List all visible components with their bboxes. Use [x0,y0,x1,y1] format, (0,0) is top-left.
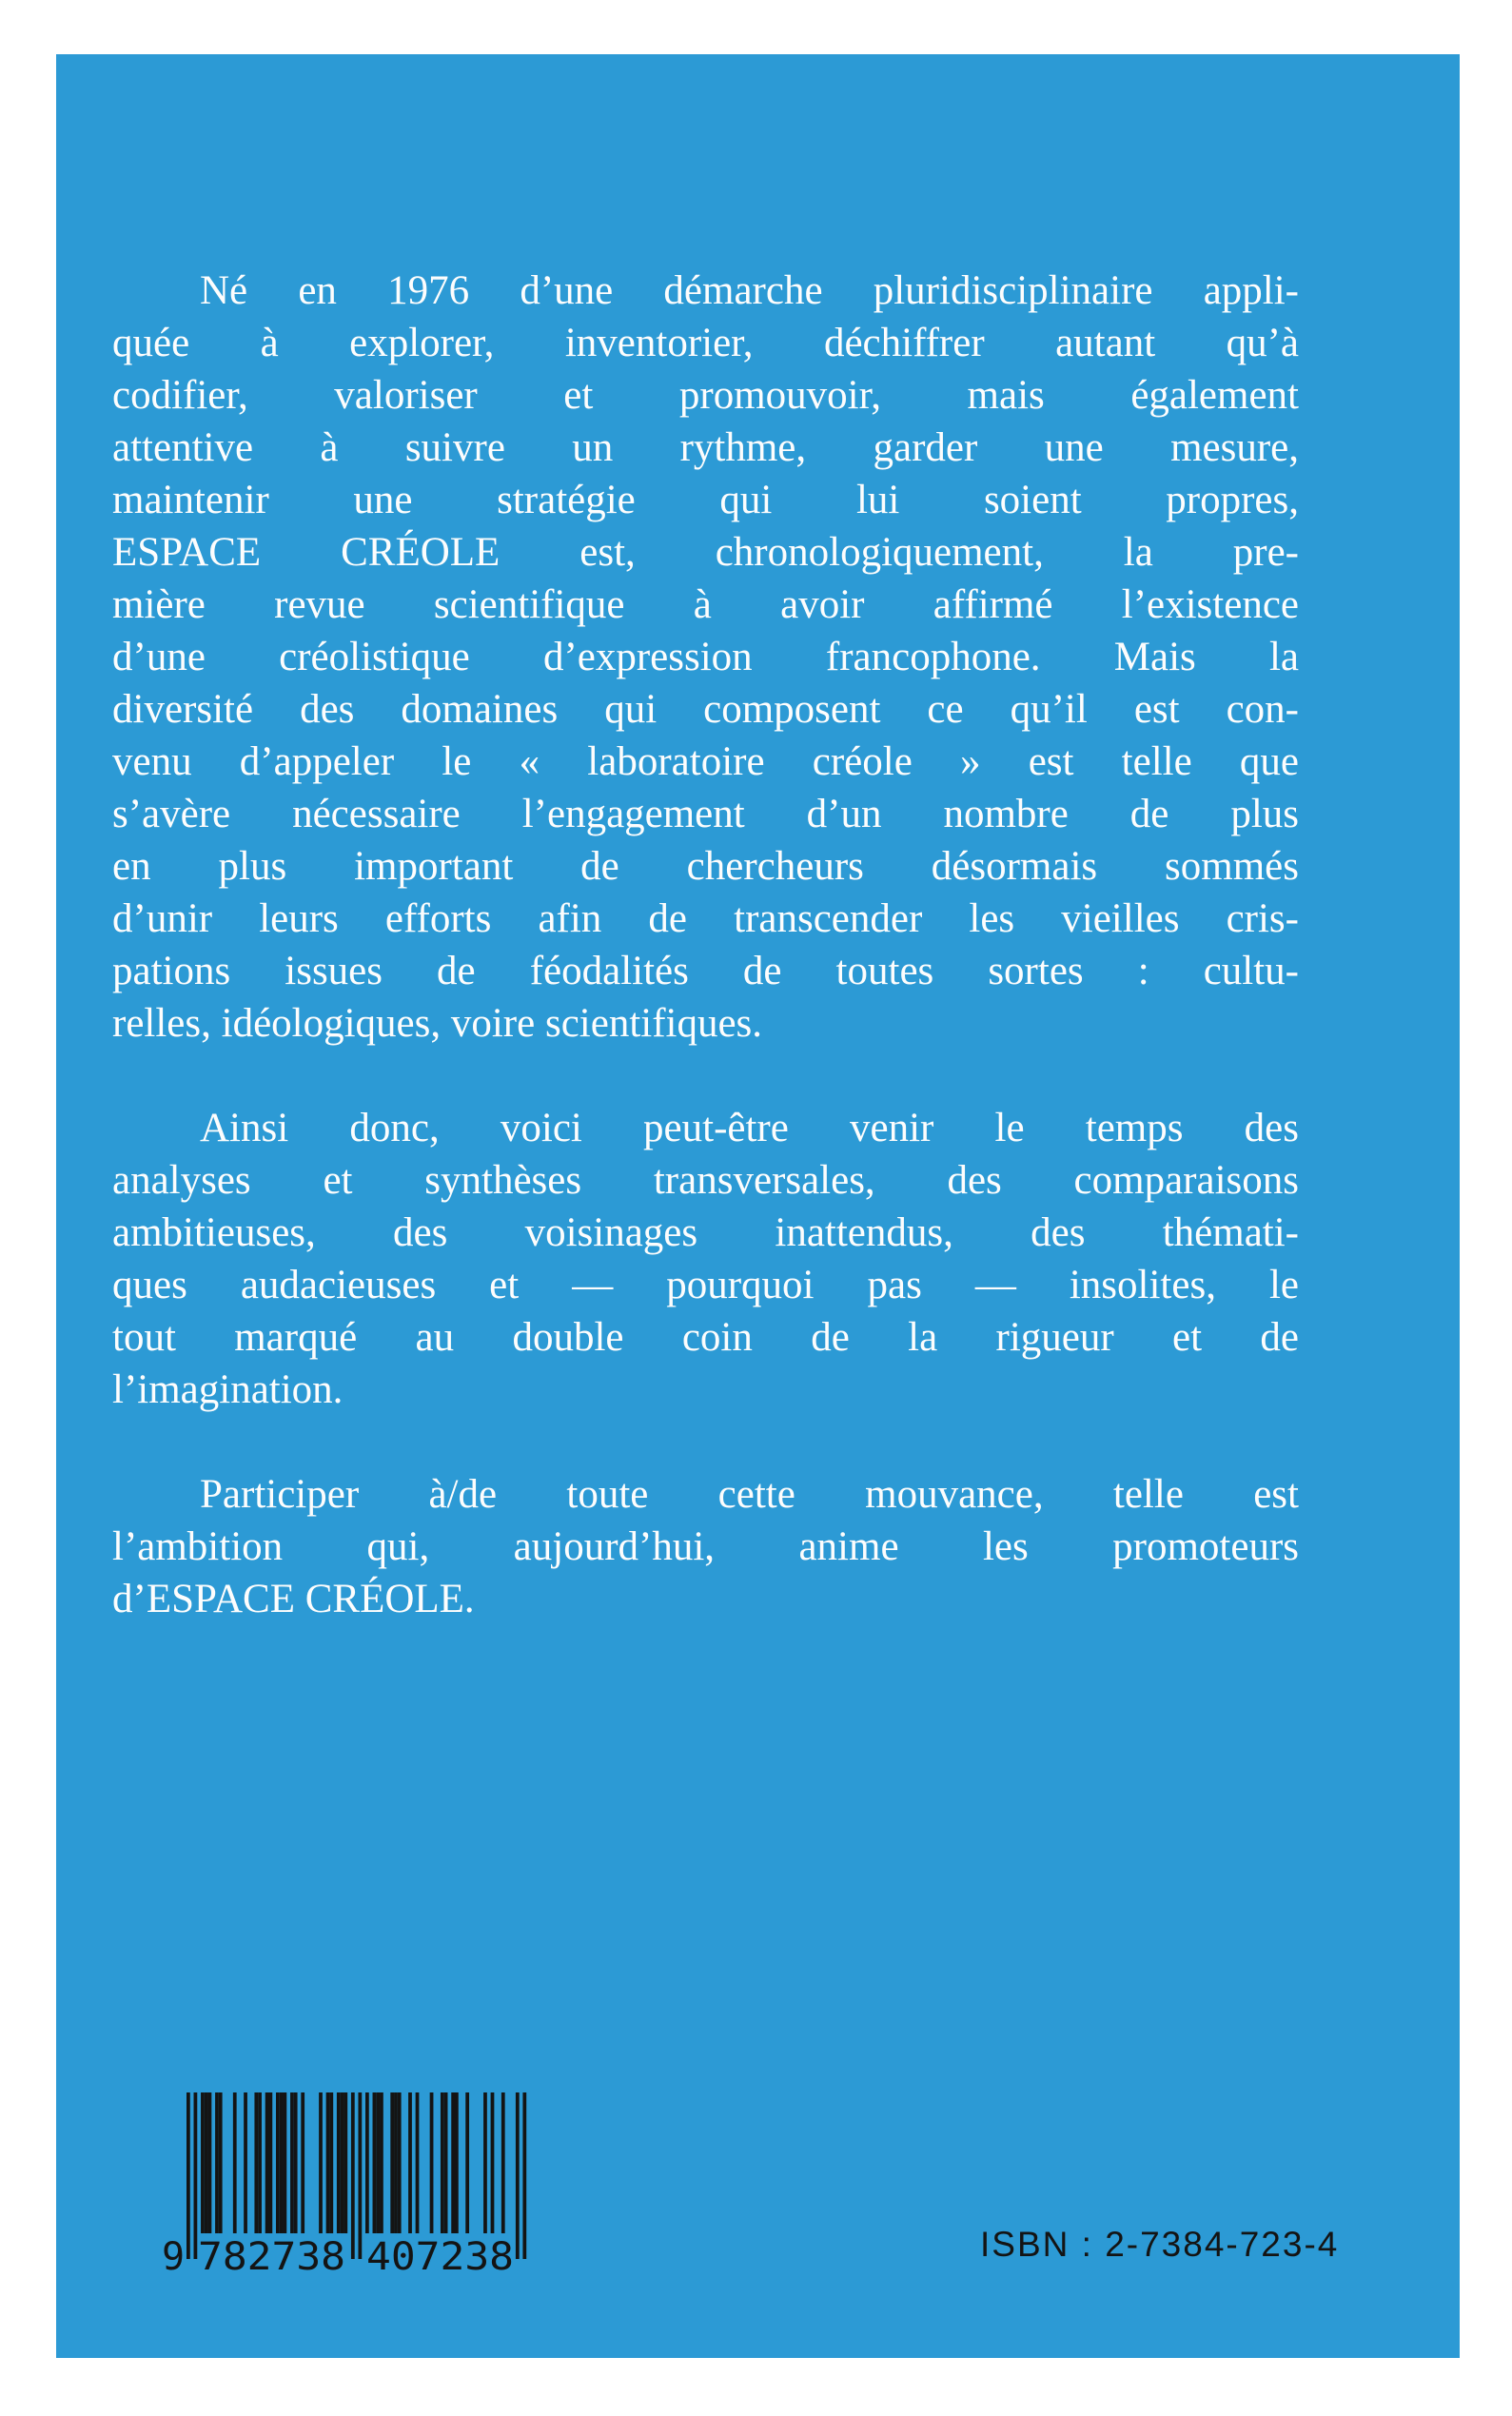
barcode [160,2092,531,2275]
blurb-paragraph [112,1468,1299,1625]
blurb-line: diversité des domaines qui composent ce qu’il est con- [112,687,1299,732]
book-back-cover [56,54,1460,2358]
isbn-label: ISBN : 2-7384-723-4 [980,2225,1340,2264]
blurb-line: Né en 1976 d’une démarche pluridisciplinaire appli- [200,268,1299,313]
blurb-line: mière revue scientifique à avoir affirmé l’existence [112,582,1299,627]
blurb-line: ESPACE CRÉOLE est, chronologiquement, la pre- [112,530,1299,575]
blurb-line: venu d’appeler le « laboratoire créole » est telle que [112,739,1299,784]
blurb-line: en plus important de chercheurs désormais sommés [112,844,1299,889]
blurb-line: Participer à/de toute cette mouvance, telle est [200,1472,1299,1517]
blurb-line: attentive à suivre un rythme, garder une mesure, [112,425,1299,470]
blurb-line: l’ambition qui, aujourd’hui, anime les promoteurs [112,1524,1299,1569]
blurb-line: d’une créolistique d’expression francophone. Mais la [112,635,1299,679]
barcode-digit-first: 9 [162,2235,186,2275]
barcode-digits-left: 782738 [198,2235,345,2275]
blurb-line: l’imagination. [112,1367,344,1412]
blurb-line: ambitieuses, des voisinages inattendus, des thémati- [112,1210,1299,1255]
blurb-line: d’unir leurs efforts afin de transcender les vieilles cris- [112,896,1299,941]
blurb-line: d’ESPACE CRÉOLE. [112,1577,475,1621]
blurb-line: tout marqué au double coin de la rigueur et de [112,1315,1299,1360]
blurb-line: relles, idéologiques, voire scientifiques. [112,1001,763,1046]
blurb-text [112,265,1299,1678]
blurb-line: Ainsi donc, voici peut-être venir le temps des [200,1106,1299,1150]
blurb-line: codifier, valoriser et promouvoir, mais également [112,373,1299,418]
blurb-line: analyses et synthèses transversales, des comparaisons [112,1158,1299,1203]
blurb-line: maintenir une stratégie qui lui soient propres, [112,478,1299,522]
blurb-line: quée à explorer, inventorier, déchiffrer autant qu’à [112,321,1299,365]
blurb-line: pations issues de féodalités de toutes sortes : cultu- [112,949,1299,993]
blurb-line: ques audacieuses et — pourquoi pas — insolites, le [112,1263,1299,1307]
blurb-paragraph [112,1102,1299,1416]
blurb-line: s’avère nécessaire l’engagement d’un nombre de plus [112,792,1299,836]
blurb-paragraph [112,265,1299,1050]
barcode-digits-right: 407238 [366,2235,514,2275]
